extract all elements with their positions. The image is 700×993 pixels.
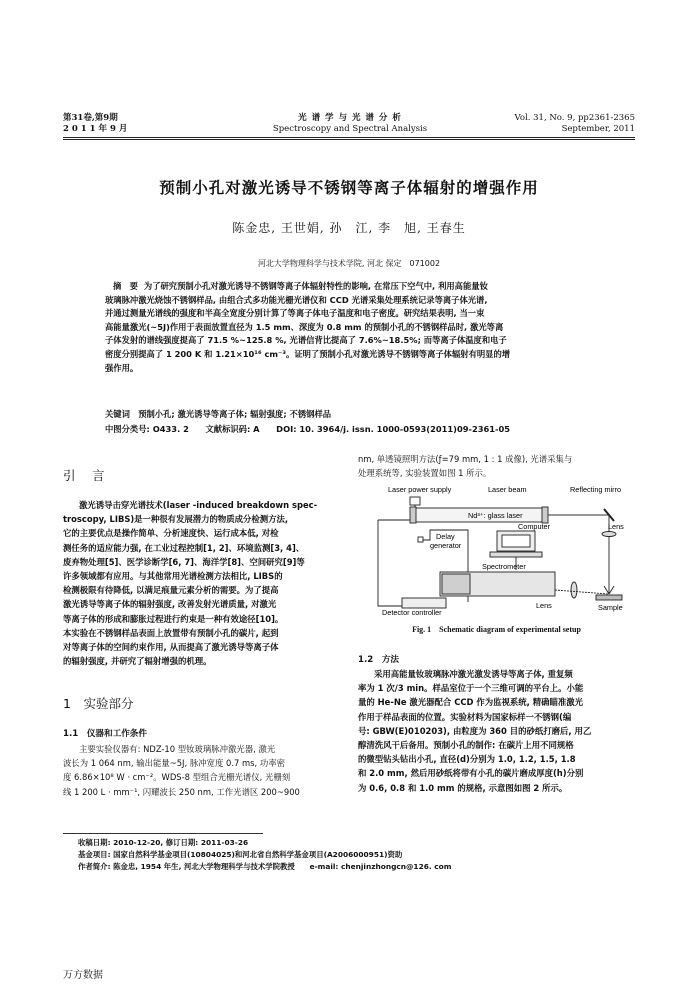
keywords: 关键词 预制小孔; 激光诱导等离子体; 辐射强度; 不锈钢样品 — [105, 409, 332, 419]
intro-line: 检测极限有待降低, 以满足痕量元素分析的需要。为了提高 — [63, 585, 279, 596]
laser-end-right — [542, 507, 548, 523]
intro-line: 等离子体的形成和膨胀过程进行约束是一种有效途径[10]。 — [63, 613, 284, 624]
collection-lens — [571, 582, 577, 598]
sample-block — [596, 595, 622, 600]
body-line: 度 6.86×10⁸ W · cm⁻²。WDS-8 型组合光栅光谱仪, 光栅刻 — [63, 772, 291, 783]
focusing-lens — [602, 532, 616, 537]
intro-line: 它的主要优点是操作简单、分析速度快、运行成本低, 对检 — [63, 528, 279, 539]
abstract-line: 为了研究预制小孔对激光诱导不锈钢等离子体辐射特性的影响, 在常压下空气中, 利用高能量钕 — [143, 281, 488, 291]
journal-pages — [435, 113, 635, 135]
body-line: 作用于样品表面的位置。实验材料为国家标样一不锈钢(编 — [358, 711, 572, 722]
power-supply-box — [410, 497, 420, 505]
intro-line: troscopy, LIBS)是一种很有发展潜力的物质成分检测方法, — [63, 514, 289, 525]
intro-line: 测任务的适应能力强, 在工业过程控制[1, 2]、环境监测[3, 4]、 — [63, 542, 305, 553]
intro-line: 激光诱导击穿光谱技术(laser -induced breakdown spec- — [79, 500, 318, 510]
body-line: 和 2.0 mm, 然后用砂纸将带有小孔的碳片磨成厚度(h)分别 — [358, 768, 584, 779]
intro-line: 激光诱导等离子体的辐射强度, 改善发射光谱质量, 对激光 — [63, 599, 277, 610]
header-rule — [63, 137, 635, 138]
detector-head — [442, 574, 470, 594]
abstract — [105, 280, 600, 375]
body-line: 波长为 1 064 nm, 输出能量~5J, 脉冲宽度 0.7 ms, 功率密 — [63, 758, 285, 769]
paper-title: 预制小孔对激光诱导不锈钢等离子体辐射的增强作用 — [159, 179, 539, 197]
label-reflecting-mirror: Reflecting mirro — [570, 485, 622, 494]
journal-name-cn: 光 谱 学 与 光 谱 分 析 — [298, 113, 402, 123]
intro-line: 的辐射强度, 并研究了辐射增强的机理。 — [63, 656, 212, 667]
body-line: 为 0.6, 0.8 和 1.0 mm 的规格, 示意图如图 2 所示。 — [358, 782, 568, 793]
abstract-line: 强作用。 — [105, 362, 139, 373]
author-list: 陈金忠, 王世娟, 孙 江, 李 旭, 王春生 — [232, 221, 466, 235]
body-line: 主要实验仪器有: NDZ-10 型钕玻璃脉冲激光器, 激光 — [79, 744, 276, 754]
volume-pages-en: Vol. 31, No. 9, pp2361-2365 — [514, 113, 635, 123]
label-lens-right: Lens — [608, 522, 624, 531]
subsection-1-2-heading: 1.2 方法 — [358, 655, 400, 665]
label-detector-controller: Detector controller — [382, 608, 442, 617]
publication-date-en: September, 2011 — [561, 124, 635, 134]
detector-controller-box — [402, 598, 446, 608]
collection-path — [555, 590, 608, 594]
label-spectrometer: Spectrometer — [482, 562, 526, 571]
intro-heading: 引 言 — [63, 468, 107, 483]
footnote-fund: 基金项目: 国家自然科学基金项目(10804025)和河北省自然科学基金项目(A2006000951)资助 — [78, 850, 403, 859]
volume-issue: 第31卷,第9期 — [63, 113, 118, 123]
body-line: 处理系统等, 实验装置如图 1 所示。 — [358, 468, 492, 479]
label-lens-bottom: Lens — [536, 601, 552, 610]
right-intro-text — [358, 452, 635, 480]
abstract-line: 玻璃脉冲激光烧蚀不锈钢样品, 由组合式多功能光栅光谱仪和 CCD 光谱采集处理系统记录等离子体光谱, — [105, 294, 488, 305]
body-line: 醇清洗风干后备用。预制小孔的制作: 在碳片上用不同规格 — [358, 740, 574, 751]
affiliation: 河北大学物理科学与技术学院, 河北 保定 071002 — [257, 259, 441, 268]
laser-end-left — [410, 507, 416, 523]
publication-date-cn: 2 0 1 1 年 9 月 — [63, 124, 128, 134]
delay-node — [418, 537, 423, 542]
computer-screen — [502, 535, 530, 547]
body-line: 号: GBW(E)010203), 由粒度为 360 目的砂纸打磨后, 用乙 — [358, 725, 592, 736]
watermark: 万方数据 — [63, 970, 103, 981]
journal-volume — [63, 113, 127, 135]
footnote-author: 作者简介: 陈金忠, 1954 年生, 河北大学物理科学与技术学院教授 e-mail: chenjinzhongcn@126. com — [78, 862, 452, 871]
body-line: 率为 1 次/3 min。样品室位于一个三维可调的平台上。小能 — [358, 683, 584, 694]
body-line: 量的 He-Ne 激光器配合 CCD 作为监视系统, 精确瞄准激光 — [358, 697, 583, 708]
abstract-line: 高能量激光(~5J)作用于表面放置直径为 1.5 mm、深度为 0.8 mm 的预制小孔的不锈钢样品时, 激光等离 — [105, 321, 504, 332]
body-line: 的微型钻头钻出小孔, 直径(d)分别为 1.0, 1.2, 1.5, 1.8 — [358, 754, 576, 765]
label-laser-beam: Laser beam — [488, 485, 527, 494]
label-sample: Sample — [598, 603, 623, 612]
footnote-rule — [63, 833, 263, 834]
label-delay: Delay — [436, 532, 455, 541]
body-line: 线 1 200 L · mm⁻¹, 闪耀波长 250 nm, 工作光谱区 200~900 — [63, 786, 300, 797]
label-generator: generator — [430, 541, 462, 550]
journal-name-en: Spectroscopy and Spectral Analysis — [272, 124, 428, 134]
computer-base — [490, 552, 542, 557]
footnote-dates: 收稿日期: 2010-12-20, 修订日期: 2011-03-26 — [78, 838, 249, 847]
detector-wire — [378, 520, 402, 606]
intro-line: 本实验在不锈钢样品表面上放置带有预制小孔的碳片, 起到 — [63, 627, 279, 638]
abstract-label: 摘 要 — [113, 281, 138, 291]
label-glass-laser: Nd³⁺: glass laser — [468, 511, 523, 520]
subsection-1-2-body — [358, 667, 635, 795]
intro-body — [63, 498, 338, 668]
header-rule-2 — [63, 139, 635, 140]
abstract-line: 并通过测量光谱线的强度和半高全宽度分别计算了等离子体电子温度和电子密度。研究结果表明, 当一束 — [105, 308, 485, 319]
body-line: nm, 单透镜照明方法(ƒ=79 mm, 1 : 1 成像), 光谱采集与 — [358, 454, 573, 464]
abstract-line: 子体发射的谱线强度提高了 71.5 %~125.8 %, 光谱信背比提高了 7.6%~18.5%; 而等离子体温度和电子 — [105, 335, 507, 346]
intro-line: 许多领域都有应用。与其他常用光谱检测方法相比, LIBS的 — [63, 571, 283, 582]
label-computer: Computer — [518, 522, 551, 531]
abstract-line: 密度分别提高了 1 200 K 和 1.21×10¹⁶ cm⁻³。证明了预制小孔对激光诱导不锈钢等离子体辐射有明显的增 — [105, 348, 511, 359]
label-power-supply: Laser power supply — [388, 485, 452, 494]
intro-line: 废弃物处理[5]、医学诊断学[6, 7]、海洋学[8]、空间研究[9]等 — [63, 556, 305, 567]
figure-caption: Fig. 1 Schematic diagram of experimental setup — [412, 625, 581, 634]
experimental-setup-diagram — [370, 482, 635, 617]
body-line: 采用高能量钕玻璃脉冲激光激发诱导等离子体, 重复频 — [374, 669, 573, 679]
intro-line: 对等离子体的空间约束作用, 从而提高了激光诱导等离子体 — [63, 642, 279, 653]
subsection-1-1-body — [63, 742, 338, 799]
classification-line: 中图分类号: O433. 2 文献标识码: A DOI: 10. 3964/j. issn. 1000-0593(2011)09-2361-05 — [105, 424, 511, 434]
subsection-1-1-heading: 1.1 仪器和工作条件 — [63, 729, 147, 739]
section1-heading: 1 实验部分 — [63, 696, 134, 711]
